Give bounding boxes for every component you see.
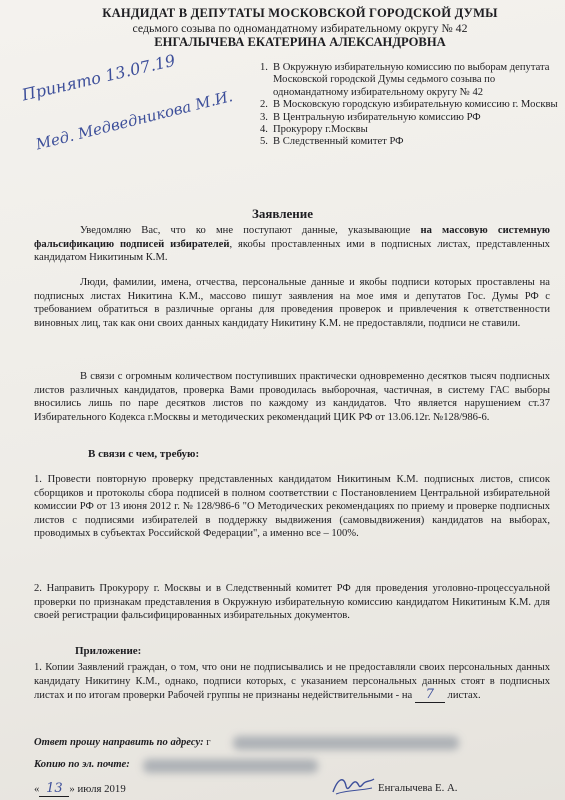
- date-open-quote: «: [34, 783, 40, 795]
- addressee-list: [260, 62, 560, 149]
- demand-item-prosecutor: 2. Направить Прокурору г. Москвы и в Следственный комитет РФ для проведения уголовно-процессуальной проверки по признакам представления в Окружную избирательную комиссию кандидатом Никитиным К.М. для своей регистрации фальсифицированных избирательных документов.: [34, 583, 550, 622]
- addressee-number: 5.: [260, 136, 268, 148]
- addressee-item: [260, 112, 560, 124]
- redacted-address: [233, 736, 459, 750]
- addressee-number: 4.: [260, 124, 268, 136]
- paragraph-notification-emphasis: на массовую системную фальсификацию подписей избирателей: [34, 225, 550, 250]
- attachment-suffix: листах.: [447, 690, 481, 702]
- attachment-text: 1. Копии Заявлений граждан, о том, что они не подписывались и не предоставляли своих персональных данных кандидату Никитину К.М., однако, подписи которых, с указанием персональных данных стоят в подписных листах и по итогам проверки Рабочей группы не признаны недействительными - на: [34, 662, 550, 702]
- addressee-item: [260, 99, 560, 111]
- paragraph-notification: [34, 224, 550, 265]
- addressee-text: В Центральную избирательную комиссию РФ: [273, 111, 481, 123]
- demand-heading: В связи с чем, требую:: [88, 448, 200, 460]
- header-convocation: седьмого созыва по одномандатному избирательному округу № 42: [132, 21, 468, 35]
- attachment-item: [34, 661, 550, 703]
- handwritten-receiver-name: Мед. Медведникова М.И.: [34, 87, 235, 154]
- redacted-email: [143, 759, 318, 773]
- demand-item-recheck: 1. Провести повторную проверку представленных кандидатом Никитиным К.М. подписных листов, список сборщиков и протоколы сбора подписей в полном соответствии с Постановлением Центральной избирательной комиссии РФ от 13 июня 2012 г. № 128/986-6 "О Методических рекомендациях по приему и проверке подписных листов с подписями избирателей в поддержку выдвижения (самовыдвижения) кандидатов на выборах, проводимых в субъектах Российской Федерации", а именно все – 100%.: [34, 474, 550, 540]
- signature-icon: [330, 772, 376, 798]
- reply-address-prefix: г: [206, 737, 211, 748]
- addressee-item: [260, 136, 560, 148]
- addressee-text: В Московскую городскую избирательную комиссию г. Москвы: [273, 99, 558, 111]
- document-title: Заявление: [251, 206, 314, 221]
- addressee-text: В Следственный комитет РФ: [273, 136, 404, 148]
- paragraph-notification-start: Уведомляю Вас, что ко мне поступают данные, указывающие: [80, 225, 421, 236]
- addressee-number: 3.: [260, 111, 268, 123]
- addressee-text: Прокурору г.Москвы: [273, 124, 368, 136]
- header-candidate-title: КАНДИДАТ В ДЕПУТАТЫ МОСКОВСКОЙ ГОРОДСКОЙ ДУМЫ: [102, 6, 498, 20]
- paragraph-verification: В связи с огромным количеством поступивших практически одновременно десятков тысяч подписных листов различных кандидатов, проверка Вами проводилась выборочная, частичная, в систему ГАС выборы вносились лишь по паре десятков листов по каждому из кандидатов. Что является нарушением ст.37 Избирательного Кодекса г.Москвы и методических рекомендаций ЦИК РФ от 13.06.12г. №128/986-6.: [34, 371, 550, 423]
- signer-name: Енгалычева Е. А.: [378, 782, 458, 794]
- addressee-number: 2.: [260, 99, 268, 111]
- header-candidate-name: ЕНГАЛЫЧЕВА ЕКАТЕРИНА АЛЕКСАНДРОВНА: [154, 35, 446, 49]
- date-day: 13: [39, 781, 69, 797]
- reply-email-label: Копию по эл. почте:: [34, 759, 130, 770]
- document-date: [34, 781, 126, 797]
- paragraph-complaints: Люди, фамилии, имена, отчества, персональные данные и якобы подписи которых проставлены на подписных листах Никитина К.М., массово пишут заявления на мое имя и депутатов Гос. Думы РФ с требованием обратиться в различные органы для проведения проверок и привлечения к ответственности виновных лиц, так как они своих данных кандидату Никитину К.М. не предоставляли, подписи не ставили.: [34, 277, 550, 329]
- addressee-item: [260, 124, 560, 136]
- addressee-text: В Окружную избирательную комиссию по выборам депутата Московской городской Думы седьмого созыва по одномандатному избирательному округу № 42: [273, 62, 550, 98]
- handwritten-received-note: Принято 13.07.19: [20, 50, 178, 105]
- addressee-number: 1.: [260, 62, 268, 73]
- attachment-page-count: 7: [415, 688, 445, 703]
- date-month-year: » июля 2019: [69, 783, 126, 795]
- reply-address-line: [34, 737, 211, 748]
- reply-email-line: [34, 759, 130, 770]
- paragraph-notification-end: , якобы проставленных ими в подписных листах, представленных кандидатом Никитиным К.М.: [34, 238, 550, 264]
- addressee-item: [260, 62, 560, 99]
- reply-address-label: Ответ прошу направить по адресу:: [34, 737, 204, 748]
- attachments-heading: Приложение:: [75, 645, 142, 657]
